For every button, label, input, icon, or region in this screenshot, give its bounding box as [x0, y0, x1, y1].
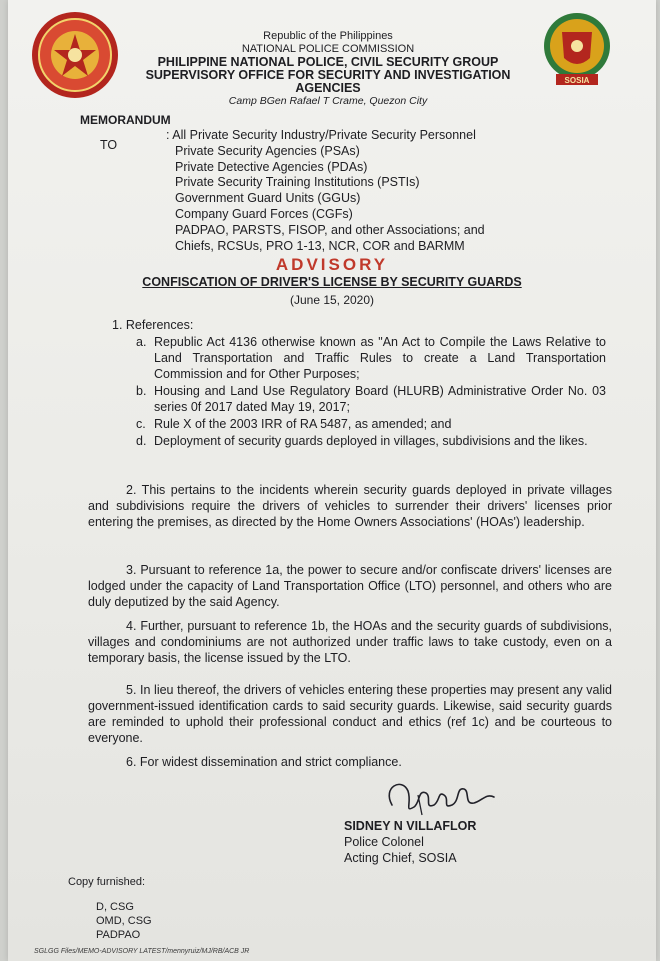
copy-furnished-item: D, CSG	[96, 901, 134, 913]
copy-furnished-list	[96, 900, 152, 942]
paragraph-5: 5. In lieu thereof, the drivers of vehicles entering these properties may present any valid government-issued identification cards to said security guards. Likewise, said security guards are reminded to uphold their professional conduct and ethics (ref 1c) and be courteous to everyone.	[88, 683, 612, 745]
recipient-item: Government Guard Units (GGUs)	[175, 191, 361, 206]
signer-rank: Police Colonel	[344, 835, 424, 849]
references-list	[136, 334, 606, 450]
paragraph-3: 3. Pursuant to reference 1a, the power to secure and/or confiscate drivers' licenses are lodged under the capacity of Land Transportation Office (LTO) personnel, and others who are duly deputized by the said Agency.	[88, 563, 612, 609]
recipient-item: Company Guard Forces (CGFs)	[175, 206, 353, 221]
paragraph-6: 6. For widest dissemination and strict compliance.	[126, 755, 402, 769]
seal-right-text: SOSIA	[564, 76, 590, 85]
memo-label: MEMORANDUM	[80, 113, 171, 127]
reference-item	[136, 433, 606, 449]
signer-position: Acting Chief, SOSIA	[344, 851, 457, 865]
copy-furnished-label: Copy furnished:	[68, 876, 146, 888]
paragraph-4: 4. Further, pursuant to reference 1b, the HOAs and the security guards of subdivisions, villages and condominiums are not authorized under traffic laws to take custody, even on a temporary basis, the license issued by the LTO.	[88, 619, 612, 665]
document-page	[8, 0, 656, 961]
advisory-subject: CONFISCATION OF DRIVER'S LICENSE BY SECURITY GUARDS	[142, 275, 522, 289]
paragraph-2: 2. This pertains to the incidents wherein security guards deployed in private villages and subdivisions require the drivers of vehicles to surrender their drivers' licenses prior entering the premises, as directed by the Home Owners Associations' (HOAs') leadership.	[88, 483, 612, 529]
copy-furnished-item: OMD, CSG	[96, 915, 152, 927]
reference-text: Rule X of the 2003 IRR of RA 5487, as amended; and	[154, 417, 452, 431]
to-label: TO	[100, 138, 118, 152]
reference-marker: d.	[136, 434, 147, 448]
sosia-seal-icon	[542, 10, 612, 90]
recipient-item: Private Detective Agencies (PDAs)	[175, 159, 368, 174]
reference-marker: b.	[136, 384, 147, 398]
reference-text: Republic Act 4136 otherwise known as "An Act to Compile the Laws Relative to Land Transportation and Traffic Rules to create a Land Transportation Commission and for Other Purposes;	[154, 335, 606, 381]
reference-text: Deployment of security guards deployed in villages, subdivisions and the likes.	[154, 434, 588, 448]
pnp-seal-icon	[30, 10, 120, 100]
advisory-date: (June 15, 2020)	[289, 293, 375, 307]
header-line-4: SUPERVISORY OFFICE FOR SECURITY AND INVESTIGATION AGENCIES	[145, 68, 511, 95]
reference-marker: a.	[136, 335, 147, 349]
recipient-list	[166, 128, 626, 254]
reference-marker: c.	[136, 417, 146, 431]
recipient-item: Chiefs, RCSUs, PRO 1-13, NCR, COR and BARMM	[175, 238, 465, 253]
header-line-3: PHILIPPINE NATIONAL POLICE, CIVIL SECURITY GROUP	[157, 55, 499, 69]
reference-item	[136, 383, 606, 415]
recipient-item: Private Security Training Institutions (PSTIs)	[175, 175, 420, 190]
header-line-5: Camp BGen Rafael T Crame, Quezon City	[228, 95, 428, 107]
reference-item	[136, 334, 606, 382]
recipient-item: Private Security Agencies (PSAs)	[175, 143, 360, 158]
file-reference-footer: SGLGG Files/MEMO-ADVISORY LATEST/mennyruiz/MJ/RB/ACB JR	[34, 948, 250, 955]
advisory-title: ADVISORY	[275, 255, 389, 274]
recipient-item: : All Private Security Industry/Private Security Personnel	[166, 128, 476, 142]
header-line-1: Republic of the Philippines	[263, 30, 393, 42]
header-line-2: NATIONAL POLICE COMMISSION	[241, 43, 415, 55]
references-title: 1. References:	[112, 318, 194, 332]
signer-name: SIDNEY N VILLAFLOR	[344, 819, 477, 833]
reference-text: Housing and Land Use Regulatory Board (HLURB) Administrative Order No. 03 series 0f 2017 dated May 19, 2017;	[154, 384, 606, 414]
signature-icon	[378, 775, 508, 820]
signer-block	[344, 818, 476, 866]
letterhead	[118, 30, 538, 108]
recipient-item: PADPAO, PARSTS, FISOP, and other Associations; and	[175, 222, 485, 237]
copy-furnished-item: PADPAO	[96, 929, 141, 941]
reference-item	[136, 416, 606, 432]
